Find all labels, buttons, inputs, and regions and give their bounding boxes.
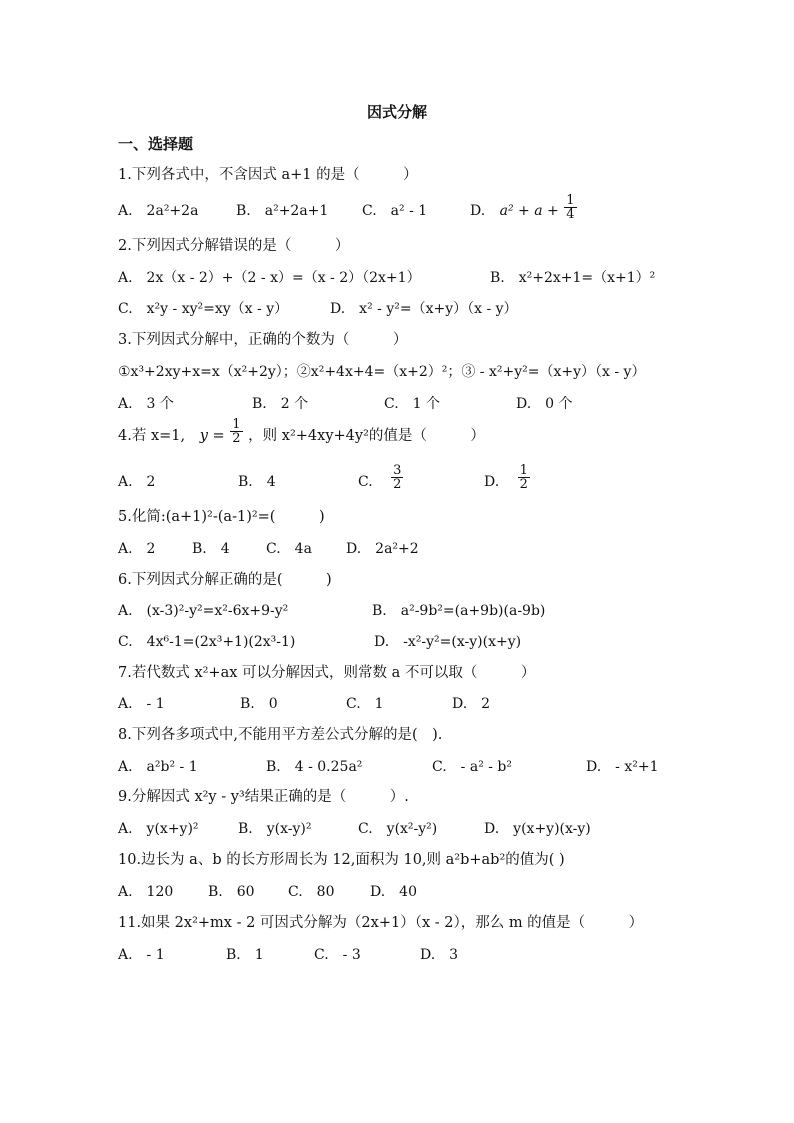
question-1-option-a: A. 2a²+2a <box>118 203 199 219</box>
question-9-option-d: D. y(x+y)(x-y) <box>484 821 591 837</box>
question-1-option-d-expr: a² + a + <box>499 203 559 219</box>
question-3-detail: ①x³+2xy+x=x（x²+2y）；②x²+4x+4=（x+2）²；③ - x²+y²=（x+y）（x - y） <box>118 364 646 380</box>
fraction-denominator: 2 <box>519 476 528 492</box>
question-10-option-b: B. 60 <box>208 884 255 900</box>
fraction-denominator: 2 <box>232 430 241 446</box>
question-4-option-d <box>484 462 531 492</box>
question-4-stem-variable: y = <box>199 428 225 444</box>
question-3-option-a: A. 3 个 <box>118 396 174 412</box>
question-1-stem: 1.下列各式中，不含因式 a+1 的是（ ） <box>118 167 418 183</box>
question-7-option-c: C. 1 <box>346 696 384 712</box>
fraction-numerator: 1 <box>232 416 241 432</box>
question-4-option-d-fraction <box>518 464 530 491</box>
question-11-option-d: D. 3 <box>420 947 459 963</box>
question-5-option-c: C. 4a <box>266 541 312 557</box>
question-8-option-c: C. - a² - b² <box>432 759 513 775</box>
question-6-option-a: A. (x-3)²-y²=x²-6x+9-y² <box>118 603 289 619</box>
question-9-option-b: B. y(x-y)² <box>238 821 312 837</box>
question-11-option-c: C. - 3 <box>314 947 361 963</box>
question-8-stem: 8.下列各多项式中,不能用平方差公式分解的是( ). <box>118 727 443 743</box>
fraction-numerator: 3 <box>393 462 402 478</box>
question-6-option-c: C. 4x⁶-1=(2x³+1)(2x³-1) <box>118 634 296 650</box>
fraction-denominator: 4 <box>566 206 575 222</box>
question-10-stem: 10.边长为 a、b 的长方形周长为 12,面积为 10,则 a²b+ab²的值为( ) <box>118 852 565 868</box>
question-4-stem-suffix: ，则 x²+4xy+4y²的值是（ ） <box>248 428 485 444</box>
question-8-option-d: D. - x²+1 <box>586 759 659 775</box>
question-7-option-b: B. 0 <box>240 696 278 712</box>
question-6-option-d: D. -x²-y²=(x-y)(x+y) <box>374 634 522 650</box>
question-1-option-d-fraction <box>564 194 576 221</box>
question-9-stem: 9.分解因式 x²y - y³结果正确的是（ ）. <box>118 789 409 805</box>
question-2-option-a: A. 2x（x - 2）+（2 - x）=（x - 2）（2x+1） <box>118 270 421 286</box>
question-10-option-a: A. 120 <box>118 884 174 900</box>
question-4-option-a: A. 2 <box>118 474 156 490</box>
question-7-option-d: D. 2 <box>452 696 491 712</box>
question-1-option-d <box>470 192 578 222</box>
question-5-stem: 5.化简:(a+1)²-(a-1)²=( ) <box>118 509 325 525</box>
question-1-option-b: B. a²+2a+1 <box>236 203 329 219</box>
fraction-numerator: 1 <box>566 192 575 208</box>
question-3-option-b: B. 2 个 <box>252 396 309 412</box>
question-2-option-c: C. x²y - xy²=xy（x - y） <box>118 301 289 317</box>
question-3-option-d: D. 0 个 <box>516 396 573 412</box>
question-4-option-c-fraction <box>391 464 403 491</box>
question-4-option-c-label: C. <box>358 474 373 490</box>
page-title: 因式分解 <box>366 103 427 121</box>
question-2-option-b: B. x²+2x+1=（x+1）² <box>490 270 656 286</box>
question-5-option-a: A. 2 <box>118 541 156 557</box>
question-3-option-c: C. 1 个 <box>384 396 441 412</box>
question-3-stem: 3.下列因式分解中，正确的个数为（ ） <box>118 332 408 348</box>
question-7-option-a: A. - 1 <box>118 696 165 712</box>
question-4-option-b: B. 4 <box>238 474 276 490</box>
question-9-option-a: A. y(x+y)² <box>118 821 199 837</box>
question-2-stem: 2.下列因式分解错误的是（ ） <box>118 238 350 254</box>
question-6-option-b: B. a²-9b²=(a+9b)(a-9b) <box>372 603 546 619</box>
question-8-option-b: B. 4 - 0.25a² <box>266 759 363 775</box>
question-9-option-c: C. y(x²-y²) <box>358 821 438 837</box>
question-6-stem: 6.下列因式分解正确的是( ) <box>118 572 332 588</box>
question-10-option-c: C. 80 <box>288 884 335 900</box>
question-5-option-d: D. 2a²+2 <box>346 541 419 557</box>
question-4-option-d-label: D. <box>484 474 500 490</box>
question-1-option-c: C. a² - 1 <box>362 203 428 219</box>
question-5-option-b: B. 4 <box>192 541 230 557</box>
question-4-stem-fraction <box>230 418 242 445</box>
question-1-option-d-label: D. <box>470 203 486 219</box>
fraction-numerator: 1 <box>519 462 528 478</box>
question-10-option-d: D. 40 <box>370 884 417 900</box>
question-4-stem-prefix: 4.若 x=1, <box>118 428 186 444</box>
section-heading: 一、选择题 <box>118 135 194 153</box>
question-2-option-d: D. x² - y²=（x+y）（x - y） <box>330 301 518 317</box>
fraction-denominator: 2 <box>393 476 402 492</box>
question-4-stem <box>118 416 485 446</box>
question-4-option-c <box>358 462 404 492</box>
question-7-stem: 7.若代数式 x²+ax 可以分解因式，则常数 a 不可以取（ ） <box>118 665 536 681</box>
question-8-option-a: A. a²b² - 1 <box>118 759 198 775</box>
question-11-option-a: A. - 1 <box>118 947 165 963</box>
question-11-stem: 11.如果 2x²+mx - 2 可因式分解为（2x+1）（x - 2），那么 m 的值是（ ） <box>118 915 644 931</box>
question-11-option-b: B. 1 <box>226 947 264 963</box>
